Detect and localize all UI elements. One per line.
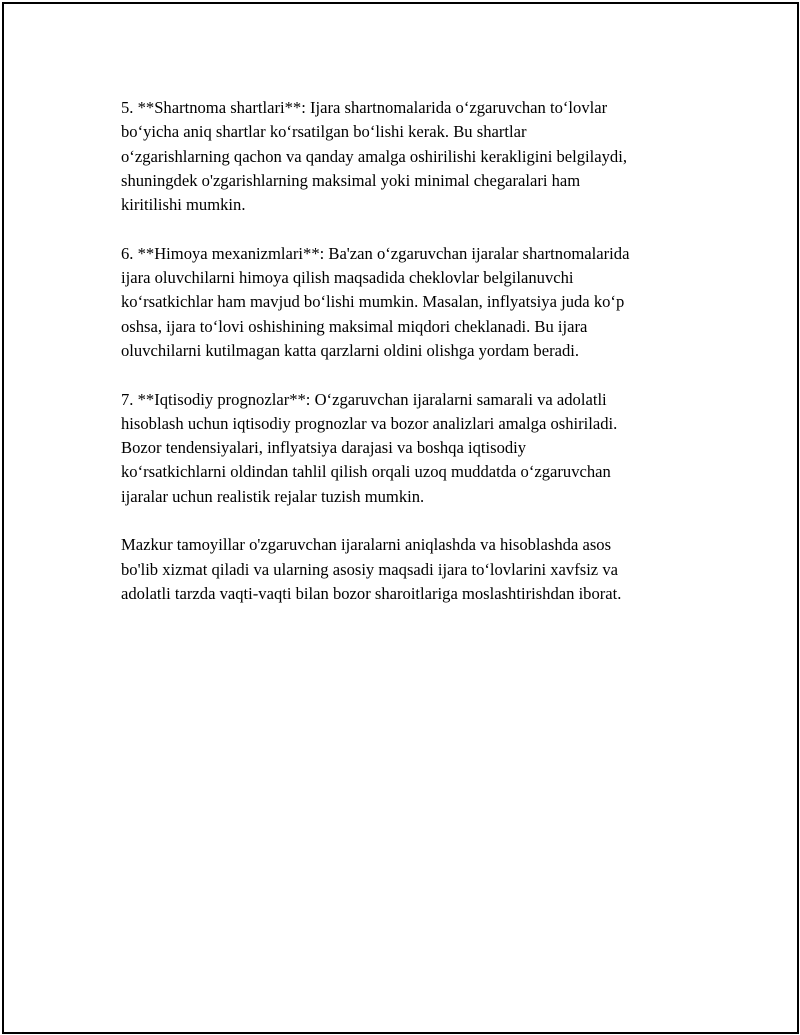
paragraph-himoya-mexanizmlari <box>121 242 701 363</box>
text-line: ijara oluvchilarni himoya qilish maqsadida cheklovlar belgilanuvchi <box>121 268 574 288</box>
text-line: ijaralar uchun realistik rejalar tuzish mumkin. <box>121 486 425 506</box>
text-line: oshsa, ijara to‘lovi oshishining maksimal miqdori cheklanadi. Bu ijara <box>121 316 588 336</box>
text-line: 5. **Shartnoma shartlari**: Ijara shartnomalarida o‘zgaruvchan to‘lovlar <box>121 98 608 117</box>
text-line: o‘zgarishlarning qachon va qanday amalga oshirilishi kerakligini belgilaydi, <box>121 146 627 166</box>
text-line: adolatli tarzda vaqti-vaqti bilan bozor sharoitlariga moslashtirishdan iborat. <box>121 583 622 603</box>
text-line: kiritilishi mumkin. <box>121 195 246 215</box>
text-line: hisoblash uchun iqtisodiy prognozlar va bozor analizlari amalga oshiriladi. <box>121 413 618 433</box>
paragraph-conclusion <box>121 533 701 606</box>
text-line: Mazkur tamoyillar o'zgaruvchan ijaralarni aniqlashda va hisoblashda asos <box>121 535 612 555</box>
document-page <box>2 2 799 1034</box>
text-line: ko‘rsatkichlar ham mavjud bo‘lishi mumkin. Masalan, inflyatsiya juda ko‘p <box>121 292 625 312</box>
text-line: 7. **Iqtisodiy prognozlar**: O‘zgaruvchan ijaralarni samarali va adolatli <box>121 389 607 409</box>
text-line: oluvchilarni kutilmagan katta qarzlarni oldini olishga yordam beradi. <box>121 340 580 360</box>
text-line: bo'lib xizmat qiladi va ularning asosiy maqsadi ijara to‘lovlarini xavfsiz va <box>121 559 618 579</box>
text-line: ko‘rsatkichlarni oldindan tahlil qilish orqali uzoq muddatda o‘zgaruvchan <box>121 462 611 482</box>
paragraph-iqtisodiy-prognozlar <box>121 388 701 509</box>
document-body <box>121 96 701 631</box>
text-line: 6. **Himoya mexanizmlari**: Ba'zan o‘zgaruvchan ijaralar shartnomalarida <box>121 243 630 263</box>
paragraph-shartnoma-shartlari <box>121 96 701 217</box>
text-line: shuningdek o'zgarishlarning maksimal yoki minimal chegaralari ham <box>121 170 581 190</box>
text-line: bo‘yicha aniq shartlar ko‘rsatilgan bo‘lishi kerak. Bu shartlar <box>121 122 527 142</box>
text-line: Bozor tendensiyalari, inflyatsiya darajasi va boshqa iqtisodiy <box>121 438 527 458</box>
